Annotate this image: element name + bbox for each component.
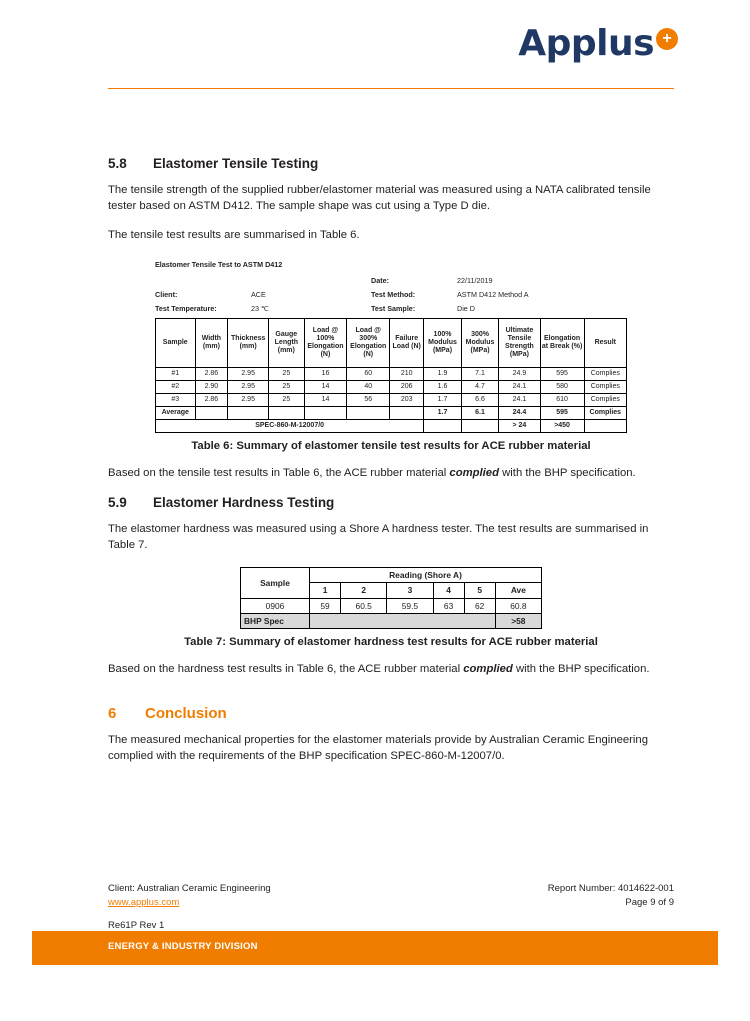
- cell-spec-label: SPEC-860-M-12007/0: [156, 419, 424, 432]
- hardness-conclusion-pre: Based on the hardness test results in Table 6, the ACE rubber material: [108, 662, 464, 675]
- meta-value: [251, 276, 371, 285]
- cell-modulus-300: 4.7: [461, 380, 499, 393]
- cell-spec-value: >58: [495, 613, 541, 628]
- cell-width: 2.86: [195, 367, 228, 380]
- cell-thickness: 2.95: [228, 367, 269, 380]
- cell-reading-1: 59: [310, 598, 341, 613]
- col-header-width: Width (mm): [195, 318, 228, 367]
- table-row-spec: [241, 613, 542, 628]
- tensile-conclusion-paragraph: [108, 465, 674, 481]
- cell-average-load-300: [347, 406, 390, 419]
- cell-reading-ave: 60.8: [495, 598, 541, 613]
- cell-sample: #2: [156, 380, 196, 393]
- cell-sample: #3: [156, 393, 196, 406]
- col-header-uts: Ultimate Tensile Strength (MPa): [499, 318, 540, 367]
- page-footer: [108, 882, 674, 932]
- hardness-results-table: [240, 567, 542, 628]
- tensile-results-table: [155, 318, 627, 433]
- table-row-spec: [156, 419, 627, 432]
- logo-plus-icon: +: [656, 28, 678, 50]
- tensile-intro-paragraph-2: The tensile test results are summarised in Table 6.: [108, 229, 360, 242]
- cell-average-width: [195, 406, 228, 419]
- footer-website-link[interactable]: www.applus.com: [108, 896, 180, 908]
- footer-orange-bar: [32, 931, 718, 965]
- cell-average-label: Average: [156, 406, 196, 419]
- meta-label-2: Date:: [371, 275, 389, 285]
- meta-label-2: Test Method:: [371, 289, 416, 299]
- meta-label: Test Temperature:: [155, 303, 217, 313]
- header-divider: [108, 88, 674, 89]
- col-header-gauge-length: Gauge Length (mm): [269, 318, 304, 367]
- cell-average-modulus-300: 6.1: [461, 406, 499, 419]
- tensile-table-title: Elastomer Tensile Test to ASTM D412: [155, 259, 283, 269]
- logo-text: Applus: [518, 23, 654, 64]
- cell-result: Complies: [584, 367, 626, 380]
- cell-spec-blank: [310, 613, 496, 628]
- col-header-reading-shore-a: Reading (Shore A): [310, 568, 542, 583]
- cell-failure-load: 206: [390, 380, 424, 393]
- cell-thickness: 2.95: [228, 393, 269, 406]
- meta-value-2: Die D: [457, 303, 475, 313]
- cell-spec-modulus-100: [424, 419, 462, 432]
- section-heading-tensile: [108, 155, 674, 173]
- cell-modulus-100: 1.9: [424, 367, 462, 380]
- cell-average-result: Complies: [584, 406, 626, 419]
- col-header-elongation-break: Elongation at Break (%): [540, 318, 584, 367]
- hardness-conclusion-emphasis: complied: [463, 662, 513, 675]
- hardness-conclusion-post: with the BHP specification.: [512, 662, 650, 675]
- footer-page-number: Page 9 of 9: [625, 896, 674, 908]
- col-header-load-100: Load @ 100% Elongation (N): [304, 318, 347, 367]
- cell-load-300: 60: [347, 367, 390, 380]
- hardness-intro-paragraph: The elastomer hardness was measured using a Shore A hardness tester. The test results are summarised in Table 7.: [108, 522, 649, 551]
- footer-revision: Re61P Rev 1: [108, 919, 165, 931]
- section-number-tensile: 5.8: [108, 156, 127, 171]
- cell-reading-3: 59.5: [387, 598, 433, 613]
- cell-average-elongation-break: 595: [540, 406, 584, 419]
- cell-load-100: 14: [304, 380, 347, 393]
- cell-spec-result: [584, 419, 626, 432]
- cell-load-100: 16: [304, 367, 347, 380]
- section-number-conclusion: 6: [108, 705, 117, 723]
- meta-label: Client:: [155, 289, 178, 299]
- meta-value: ACE: [251, 289, 266, 299]
- cell-failure-load: 203: [390, 393, 424, 406]
- cell-gauge-length: 25: [269, 367, 304, 380]
- hardness-conclusion-paragraph: [108, 661, 674, 677]
- cell-elongation-break: 580: [540, 380, 584, 393]
- cell-modulus-300: 7.1: [461, 367, 499, 380]
- tensile-conclusion-post: with the BHP specification.: [499, 466, 636, 479]
- col-header-result: Result: [584, 318, 626, 367]
- table-6-caption: Table 6: Summary of elastomer tensile test results for ACE rubber material: [191, 439, 591, 452]
- cell-gauge-length: 25: [269, 380, 304, 393]
- cell-width: 2.90: [195, 380, 228, 393]
- meta-label: [155, 276, 251, 285]
- cell-spec-uts: > 24: [499, 419, 540, 432]
- col-header-modulus-100: 100% Modulus (MPa): [424, 318, 462, 367]
- cell-modulus-300: 6.6: [461, 393, 499, 406]
- cell-reading-5: 62: [464, 598, 495, 613]
- cell-spec-label: BHP Spec: [241, 613, 310, 628]
- cell-failure-load: 210: [390, 367, 424, 380]
- table-header-row: [241, 568, 542, 583]
- cell-average-uts: 24.4: [499, 406, 540, 419]
- cell-average-gauge-length: [269, 406, 304, 419]
- col-header-reading-2: 2: [341, 583, 387, 598]
- section-number-hardness: 5.9: [108, 495, 127, 511]
- cell-result: Complies: [584, 393, 626, 406]
- tensile-meta-row: [155, 276, 627, 285]
- col-header-reading-5: 5: [464, 583, 495, 598]
- tensile-meta-row: [155, 290, 627, 299]
- table-row: [241, 598, 542, 613]
- meta-value: 23 ℃: [251, 303, 270, 313]
- col-header-reading-3: 3: [387, 583, 433, 598]
- col-header-sample: Sample: [156, 318, 196, 367]
- col-header-modulus-300: 300% Modulus (MPa): [461, 318, 499, 367]
- footer-client: Client: Australian Ceramic Engineering: [108, 883, 271, 894]
- footer-report-number: Report Number: 4014622-001: [547, 883, 674, 894]
- section-heading-hardness: [108, 494, 674, 512]
- cell-thickness: 2.95: [228, 380, 269, 393]
- cell-sample-id: 0906: [241, 598, 310, 613]
- cell-spec-elongation-break: >450: [540, 419, 584, 432]
- cell-elongation-break: 595: [540, 367, 584, 380]
- cell-average-load-100: [304, 406, 347, 419]
- cell-gauge-length: 25: [269, 393, 304, 406]
- meta-value-2: ASTM D412 Method A: [457, 289, 529, 299]
- cell-elongation-break: 610: [540, 393, 584, 406]
- col-header-thickness: Thickness (mm): [228, 318, 269, 367]
- cell-average-modulus-100: 1.7: [424, 406, 462, 419]
- hardness-test-table-block: [240, 567, 542, 628]
- tensile-test-table-block: [155, 260, 627, 433]
- table-7-caption: Table 7: Summary of elastomer hardness test results for ACE rubber material: [184, 635, 598, 648]
- tensile-conclusion-pre: Based on the tensile test results in Table 6, the ACE rubber material: [108, 466, 450, 479]
- col-header-reading-4: 4: [433, 583, 464, 598]
- col-header-load-300: Load @ 300% Elongation (N): [347, 318, 390, 367]
- cell-load-100: 14: [304, 393, 347, 406]
- table-row: [156, 380, 627, 393]
- conclusion-paragraph: The measured mechanical properties for the elastomer materials provide by Australian Ceramic Engineering complied with the requirements of the BHP specification SPEC-860-M-12007/0.: [108, 734, 648, 763]
- cell-uts: 24.1: [499, 380, 540, 393]
- cell-spec-modulus-300: [461, 419, 499, 432]
- table-row: [156, 367, 627, 380]
- cell-reading-4: 63: [433, 598, 464, 613]
- tensile-conclusion-emphasis: complied: [449, 466, 499, 479]
- applus-logo: [518, 23, 678, 64]
- document-content: [108, 155, 674, 778]
- section-title-tensile: Elastomer Tensile Testing: [153, 156, 319, 171]
- table-header-row: [156, 318, 627, 367]
- cell-reading-2: 60.5: [341, 598, 387, 613]
- section-title-hardness: Elastomer Hardness Testing: [153, 495, 335, 511]
- section-title-conclusion: Conclusion: [145, 705, 227, 723]
- cell-modulus-100: 1.7: [424, 393, 462, 406]
- table-row-average: [156, 406, 627, 419]
- section-heading-conclusion: [108, 705, 674, 722]
- meta-label-2: Test Sample:: [371, 303, 416, 313]
- cell-load-300: 56: [347, 393, 390, 406]
- col-header-failure-load: Failure Load (N): [390, 318, 424, 367]
- cell-average-failure-load: [390, 406, 424, 419]
- col-header-reading-1: 1: [310, 583, 341, 598]
- cell-result: Complies: [584, 380, 626, 393]
- cell-modulus-100: 1.6: [424, 380, 462, 393]
- footer-division-label: ENERGY & INDUSTRY DIVISION: [108, 941, 258, 952]
- table-row: [156, 393, 627, 406]
- meta-value-2: 22/11/2019: [457, 275, 493, 285]
- cell-average-thickness: [228, 406, 269, 419]
- cell-load-300: 40: [347, 380, 390, 393]
- cell-sample: #1: [156, 367, 196, 380]
- cell-uts: 24.9: [499, 367, 540, 380]
- col-header-reading-ave: Ave: [495, 583, 541, 598]
- tensile-intro-paragraph: The tensile strength of the supplied rubber/elastomer material was measured using a NATA calibrated tensile tester based on ASTM D412. The sample shape was cut using a Type D die.: [108, 183, 651, 212]
- cell-uts: 24.1: [499, 393, 540, 406]
- cell-width: 2.86: [195, 393, 228, 406]
- col-header-sample: Sample: [241, 568, 310, 598]
- tensile-meta-row: [155, 304, 627, 313]
